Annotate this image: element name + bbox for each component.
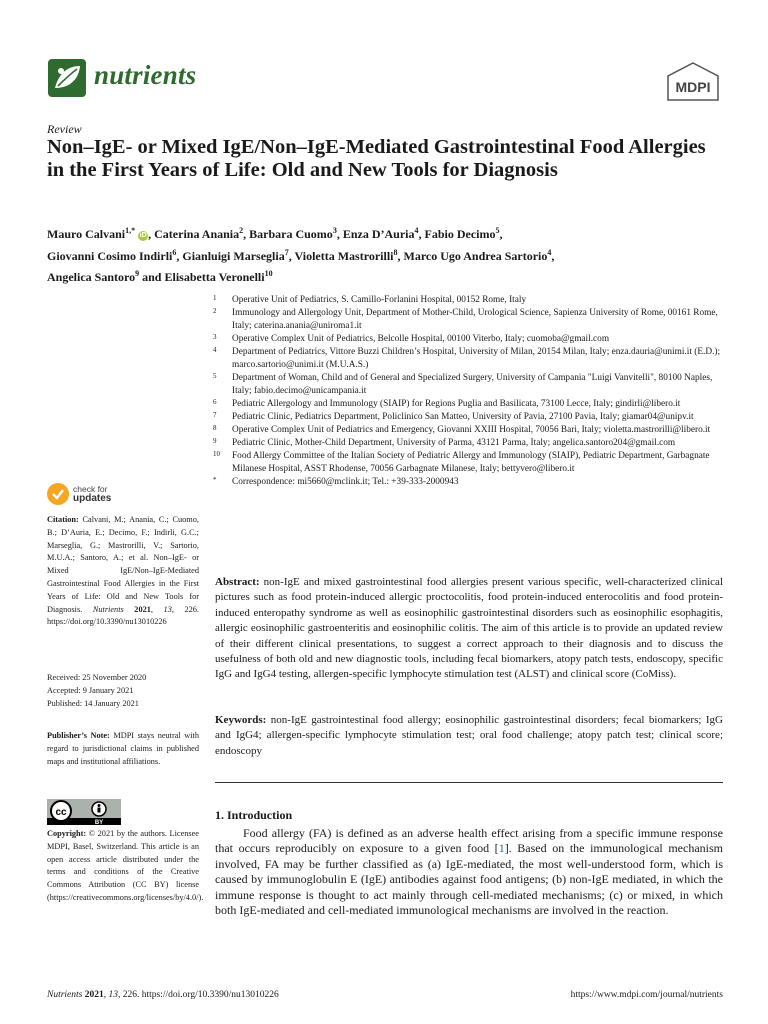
- footer-citation: [47, 990, 279, 1000]
- affiliation-number: 8: [213, 424, 217, 433]
- affiliation-text: Correspondence: mi5660@mclink.it; Tel.: +39-333-2000943: [232, 477, 459, 488]
- affiliation-number: 7: [213, 410, 217, 419]
- affiliation-number: 1: [213, 294, 217, 302]
- affiliation-number: 2: [213, 307, 217, 316]
- author-affiliation-marker: 3: [332, 226, 337, 235]
- affiliation-item: [213, 398, 733, 411]
- author-separator: ,: [336, 227, 343, 241]
- author-separator: and: [139, 270, 165, 284]
- copyright-label: Copyright:: [47, 829, 87, 838]
- author-separator: ,: [418, 227, 425, 241]
- affiliation-text: Immunology and Allergology Unit, Department of Mother-Child, Urological Science, Sapienza University of Rome, 00161 Rome, Italy; caterina.anania@uniroma1.it: [232, 308, 718, 331]
- affiliation-number: 3: [213, 332, 217, 341]
- affiliation-item: [213, 294, 733, 307]
- citation-year: 2021: [123, 604, 151, 614]
- intro-text-b: ]. Based on the immunological mechanism involved, FA may be further classified as (a) IgE-mediated, the most well-understood form, which is caused by immunoglobulin E (IgE) antibodies against food antigens; (b) non-IgE mediated, in which the immune response is thought to act mainly through cell-mediated mechanisms; (c) or mixed, in which both IgE-mediated and cell-mediated immunological mechanisms are involved in the reaction.: [215, 841, 723, 918]
- mdpi-logo-text: MDPI: [675, 79, 711, 95]
- introduction-heading: 1. Introduction: [215, 808, 293, 822]
- affiliation-number: 5: [213, 371, 217, 380]
- intro-text-a: Food allergy (FA) is defined as an adverse health effect arising from a specific immune response that occurs reproducibly on exposure to a given food [: [215, 826, 723, 856]
- author-name: Fabio Decimo: [424, 227, 496, 241]
- citation-volume: , 13: [150, 604, 172, 614]
- keywords: [215, 713, 723, 759]
- svg-text:BY: BY: [94, 820, 104, 825]
- received-date: Received: 25 November 2020: [47, 673, 147, 682]
- affiliation-number: 9: [213, 437, 217, 446]
- author-separator: ,: [243, 227, 250, 241]
- mdpi-logo-icon: [666, 62, 720, 102]
- affiliation-item: [213, 307, 733, 332]
- author-name: Caterina Anania: [154, 227, 240, 241]
- keywords-text: non-IgE gastrointestinal food allergy; eosinophilic gastrointestinal disorders; fecal biomarkers; IgG and IgG4; allergen-specific lymphocyte stimulation test; oral food challenge; atopy patch test; clinical score; endoscopy: [215, 714, 723, 757]
- orcid-icon[interactable]: iD: [139, 232, 147, 239]
- check-updates-line2: updates: [73, 493, 112, 504]
- nutrients-logo-icon: [47, 58, 87, 98]
- check-for-updates-badge[interactable]: [47, 483, 167, 509]
- affiliation-item: [213, 476, 733, 489]
- footer-year: 2021: [82, 990, 104, 1000]
- affiliation-item: [213, 333, 733, 346]
- affiliation-text: Pediatric Allergology and Immunology (SIAIP) for Regions Puglia and Basilicata, 73100 Lecce, Italy; gindirli@libero.it: [232, 398, 681, 409]
- keywords-label: Keywords:: [215, 714, 267, 726]
- footer-journal: Nutrients: [47, 990, 83, 1000]
- affiliation-item: [213, 372, 733, 397]
- abstract: [215, 575, 723, 683]
- affiliation-text: Operative Unit of Pediatrics, S. Camillo-Forlanini Hospital, 00152 Rome, Italy: [232, 295, 527, 305]
- author-affiliation-marker: 1,*: [125, 226, 136, 235]
- introduction-paragraph: [215, 826, 723, 918]
- affiliation-number: 10: [213, 450, 220, 459]
- footer-volume: , 13: [103, 990, 118, 1000]
- author-affiliation-marker: 2: [239, 226, 244, 235]
- publisher-note-label: Publisher’s Note:: [47, 731, 110, 740]
- author-separator: ,: [499, 227, 503, 241]
- cc-by-icon[interactable]: [47, 799, 121, 825]
- author-name: Marco Ugo Andrea Sartorio: [403, 248, 548, 263]
- author-separator: ,: [176, 248, 183, 263]
- affiliation-item: [213, 450, 733, 475]
- author-separator: ,: [397, 248, 404, 263]
- accepted-date: Accepted: 9 January 2021: [47, 685, 134, 695]
- author-name: Violetta Mastrorilli: [294, 248, 394, 263]
- affiliation-item: [213, 437, 733, 450]
- citation-journal: Nutrients: [92, 604, 124, 614]
- affiliations-list: [213, 294, 733, 489]
- author-name: Gianluigi Marseglia: [182, 248, 285, 263]
- footer-doi[interactable]: , 226. https://doi.org/10.3390/nu13010226: [118, 990, 279, 1000]
- article-type: Review: [47, 122, 82, 136]
- publisher-note: [47, 730, 199, 768]
- author-affiliation-marker: 5: [495, 226, 500, 235]
- affiliation-text: Operative Complex Unit of Pediatrics and Emergency, Giovanni XXIII Hospital, 70056 Bari, Italy; violetta.mastrorilli@libero.it: [232, 425, 711, 436]
- author-affiliation-marker: 4: [414, 226, 419, 235]
- reference-link[interactable]: 1: [498, 841, 505, 856]
- published-date: Published: 14 January 2021: [47, 698, 139, 708]
- affiliation-text: Department of Woman, Child and of General and Specialized Surgery, University of Campania "Luigi Vanvitelli", 80100 Naples, Italy; fabio.decimo@unicampania.it: [232, 372, 713, 396]
- author-affiliation-marker: 9: [135, 269, 140, 278]
- affiliation-text: Food Allergy Committee of the Italian Society of Pediatric Allergy and Immunology (SIAIP), Pediatric Department, Garbagnate Milanese Hospital, ASST Rhodense, 70056 Garbagnate Milanese, Italy; bettyvero@libero.it: [232, 451, 710, 475]
- affiliation-number: 4: [213, 346, 217, 355]
- affiliation-text: Department of Pediatrics, Vittore Buzzi Children’s Hospital, University of Milan, 20154 Milan, Italy; enza.dauria@unimi.it (E.D.); marco.sartorio@unimi.it (M.U.A.S.): [232, 347, 721, 370]
- check-updates-line1: check for: [73, 484, 108, 494]
- affiliation-item: [213, 411, 733, 424]
- author-name: Angelica Santoro: [47, 270, 136, 284]
- author-name: Mauro Calvani: [47, 227, 126, 241]
- affiliation-text: Operative Complex Unit of Pediatrics, Belcolle Hospital, 00100 Viterbo, Italy; cuomoba@gmail.com: [232, 333, 610, 344]
- citation-doi[interactable]: , 226. https://doi.org/10.3390/nu13010226: [47, 604, 200, 627]
- section-divider: [215, 782, 723, 783]
- journal-name: nutrients: [94, 60, 197, 90]
- affiliation-text: Pediatric Clinic, Mother-Child Department, University of Parma, 43121 Parma, Italy; angelica.santoro204@gmail.com: [232, 438, 676, 449]
- author-separator: ,: [551, 248, 555, 263]
- author-list: [47, 222, 737, 287]
- affiliation-number: 6: [213, 397, 217, 406]
- affiliation-text: Pediatric Clinic, Pediatrics Department, Policlinico San Matteo, University of Pavia, 27100 Pavia, Italy; giamar04@unipv.it: [232, 411, 694, 422]
- author-separator: ,: [288, 248, 295, 263]
- author-name: Enza D’Auria: [342, 227, 415, 241]
- svg-text:cc: cc: [55, 807, 67, 818]
- copyright-text: © 2021 by the authors. Licensee MDPI, Basel, Switzerland. This article is an open access article distributed under the terms and conditions of the Creative Commons Attribution (CC BY) license (https://creativecommons.org/licenses/by/4.0/).: [47, 829, 204, 902]
- author-separator: ,: [148, 227, 155, 241]
- footer-journal-url[interactable]: https://www.mdpi.com/journal/nutrients: [570, 990, 723, 1000]
- author-name: Elisabetta Veronelli: [164, 270, 265, 284]
- publisher-note-text: MDPI stays neutral with regard to jurisdictional claims in published maps and institutional affiliations.: [47, 731, 199, 766]
- affiliation-item: [213, 346, 733, 371]
- affiliation-number: *: [213, 476, 217, 485]
- author-affiliation-marker: 8: [393, 247, 398, 257]
- author-affiliation-marker: 10: [264, 269, 273, 278]
- copyright-block: [47, 828, 204, 905]
- author-affiliation-marker: 4: [547, 247, 552, 257]
- citation-text: Calvani, M.; Anania, C.; Cuomo, B.; D’Auria, E.; Decimo, F.; Indirli, G.C.; Marseglia, G.; Mastrorilli, V.; Sartorio, M.U.A.; Santoro, A.; et al. Non–IgE- or Mixed IgE/Non–IgE-Mediated Gastrointestinal Food Allergies in the First Years of Life: Old and New Tools for Diagnosis.: [47, 515, 199, 614]
- author-name: Barbara Cuomo: [249, 227, 333, 241]
- check-updates-icon: [47, 483, 69, 505]
- author-affiliation-marker: 7: [284, 247, 289, 257]
- dates-block: [47, 672, 199, 710]
- citation-block: [47, 514, 199, 629]
- author-affiliation-marker: 6: [172, 247, 177, 257]
- abstract-text: non-IgE and mixed gastrointestinal food allergies present various specific, well-characterized clinical pictures such as food protein-induced allergic proctocolitis, food protein-induced enterocolitis and food protein-induced enteropathy syndrome as well as eosinophilic gastrointestinal disorders such as eosinophilic esophagitis, allergic eosinophilic gastroenteritis and eosinophilic colitis. The aim of this article is to provide an updated review of their different clinical presentations, to suggest a correct approach to their diagnosis and to discuss the usefulness of both old and new diagnostic tools, including fecal biomarkers, atopy patch tests, endoscopy, specific IgG and IgG4 testing, allergen-specific lymphocyte stimulation test (ALST) and clinical score (CoMiss).: [215, 576, 723, 681]
- affiliation-item: [213, 424, 733, 437]
- citation-label: Citation:: [47, 515, 79, 524]
- author-name: Giovanni Cosimo Indirli: [47, 248, 173, 263]
- article-title: Non–IgE- or Mixed IgE/Non–IgE-Mediated Gastrointestinal Food Allergies in the First Years of Life: Old and New Tools for Diagnosis: [47, 136, 706, 181]
- abstract-label: Abstract:: [215, 576, 260, 588]
